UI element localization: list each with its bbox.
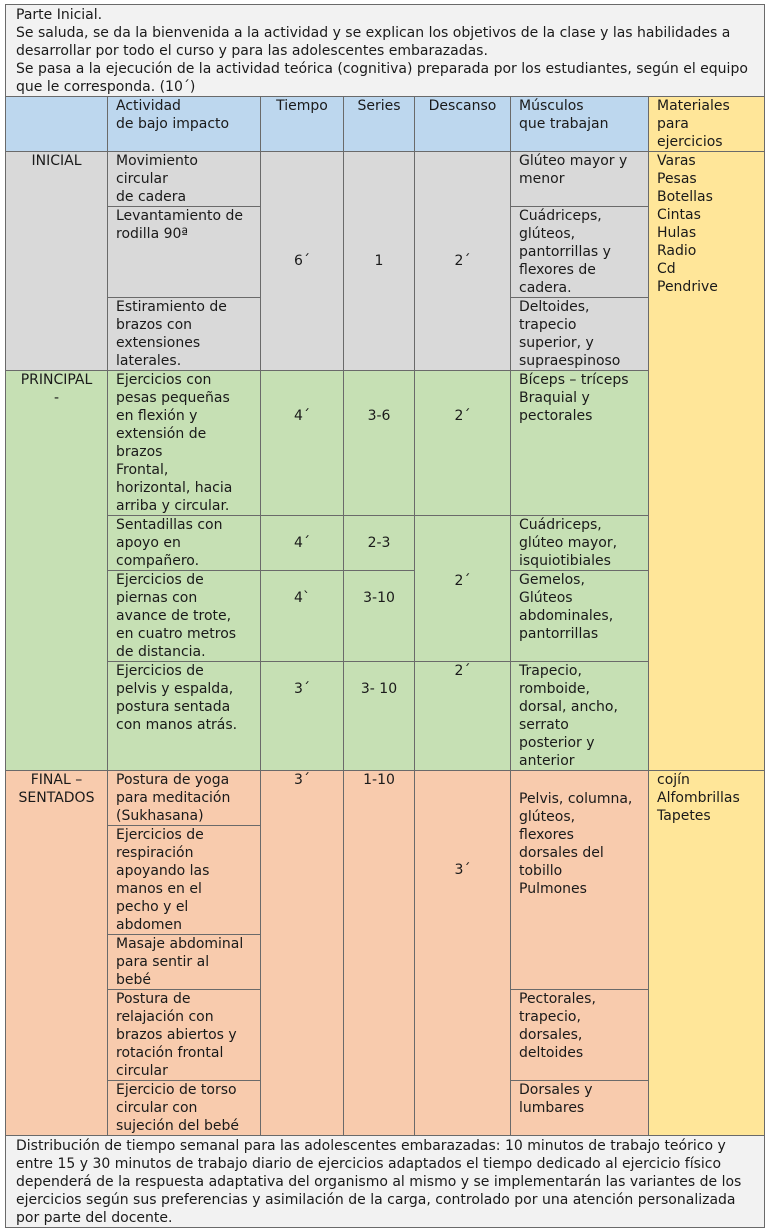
intro-line-3: Se pasa a la ejecución de la actividad teórica (cognitiva) preparada por los estudiantes, según el equipo que le corresponda. (10´): [16, 61, 748, 95]
activity-cell: Postura de relajación con brazos abiertos y rotación frontal circular: [108, 990, 261, 1081]
series-cell: 3-10: [344, 571, 415, 662]
activity-cell: Sentadillas con apoyo en compañero.: [108, 516, 261, 571]
tiempo-cell: 3´: [261, 771, 344, 1136]
activity-cell: Estiramiento de brazos con extensiones laterales.: [108, 298, 261, 371]
header-musculos: Músculos que trabajan: [511, 97, 649, 152]
muscles-cell: Pectorales, trapecio, dorsales, deltoides: [511, 990, 649, 1081]
activity-cell: Ejercicio de torso circular con sujeción del bebé: [108, 1081, 261, 1136]
descanso-cell: 3´: [415, 771, 511, 1136]
activity-cell: Ejercicios de pelvis y espalda, postura sentada con manos atrás.: [108, 662, 261, 771]
outro-row: [6, 1136, 765, 1228]
series-cell: 3-6: [344, 371, 415, 516]
activity-cell: Ejercicios de respiración apoyando las manos en el pecho y el abdomen: [108, 826, 261, 935]
intro-line-1: Parte Inicial.: [16, 7, 103, 23]
tiempo-cell: 6´: [261, 152, 344, 371]
muscles-cell: Cuádriceps, glúteos, pantorrillas y flexores de cadera.: [511, 207, 649, 298]
intro-line-2: Se saluda, se da la bienvenida a la actividad y se explican los objetivos de la clase y las habilidades a desarrollar por todo el curso y para las adolescentes embarazadas.: [16, 25, 731, 59]
muscles-cell: Bíceps – tríceps Braquial y pectorales: [511, 371, 649, 516]
final-row-1: [6, 771, 765, 826]
phase-principal: PRINCIPAL -: [6, 371, 108, 771]
header-row: [6, 97, 765, 152]
activity-cell: Levantamiento de rodilla 90ª: [108, 207, 261, 298]
muscles-cell: Dorsales y lumbares: [511, 1081, 649, 1136]
series-cell: 2-3: [344, 516, 415, 571]
materiales-final: cojín Alfombrillas Tapetes: [649, 771, 765, 1136]
exercise-plan-table: [5, 4, 765, 1228]
activity-cell: Movimiento circular de cadera: [108, 152, 261, 207]
muscles-cell: Gemelos, Glúteos abdominales, pantorrillas: [511, 571, 649, 662]
materiales-inicial-principal: Varas Pesas Botellas Cintas Hulas Radio Cd Pendrive: [649, 152, 765, 771]
intro-row: [6, 5, 765, 97]
activity-cell: Postura de yoga para meditación (Sukhasana): [108, 771, 261, 826]
tiempo-cell: 4´: [261, 371, 344, 516]
header-materiales: Materiales para ejercicios: [649, 97, 765, 152]
descanso-cell: 2´: [415, 371, 511, 516]
activity-cell: Ejercicios con pesas pequeñas en flexión y extensión de brazos Frontal, horizontal, hacia arriba y circular.: [108, 371, 261, 516]
muscles-cell: Glúteo mayor y menor: [511, 152, 649, 207]
activity-cell: Ejercicios de piernas con avance de trote, en cuatro metros de distancia.: [108, 571, 261, 662]
muscles-cell: Trapecio, romboide, dorsal, ancho, serrato posterior y anterior: [511, 662, 649, 771]
descanso-cell: 2´: [415, 516, 511, 662]
tiempo-cell: 4`: [261, 571, 344, 662]
activity-cell: Masaje abdominal para sentir al bebé: [108, 935, 261, 990]
muscles-cell: Deltoides, trapecio superior, y supraespinoso: [511, 298, 649, 371]
header-series: Series: [344, 97, 415, 152]
outro-text: Distribución de tiempo semanal para las adolescentes embarazadas: 10 minutos de trabajo teórico y entre 15 y 30 minutos de trabajo diario de ejercicios adaptados el tiempo dedicado al ejercicio físico dependerá de la respuesta adaptativa del organismo al mismo y se implementarán las variantes de los ejercicios según sus preferencias y asimilación de la carga, controlado por una atención personalizada por parte del docente.: [6, 1136, 765, 1228]
inicial-row-1: [6, 152, 765, 207]
descanso-cell: 2´: [415, 662, 511, 771]
header-descanso: Descanso: [415, 97, 511, 152]
series-cell: 1-10: [344, 771, 415, 1136]
series-cell: 3- 10: [344, 662, 415, 771]
muscles-cell: Cuádriceps, glúteo mayor, isquiotibiales: [511, 516, 649, 571]
series-cell: 1: [344, 152, 415, 371]
descanso-cell: 2´: [415, 152, 511, 371]
header-tiempo: Tiempo: [261, 97, 344, 152]
intro-text: [6, 5, 765, 97]
header-actividad: Actividad de bajo impacto: [108, 97, 261, 152]
phase-final: FINAL – SENTADOS: [6, 771, 108, 1136]
muscles-cell: Pelvis, columna, glúteos, flexores dorsales del tobillo Pulmones: [511, 771, 649, 990]
phase-inicial: INICIAL: [6, 152, 108, 371]
tiempo-cell: 3´: [261, 662, 344, 771]
header-fase: [6, 97, 108, 152]
tiempo-cell: 4´: [261, 516, 344, 571]
